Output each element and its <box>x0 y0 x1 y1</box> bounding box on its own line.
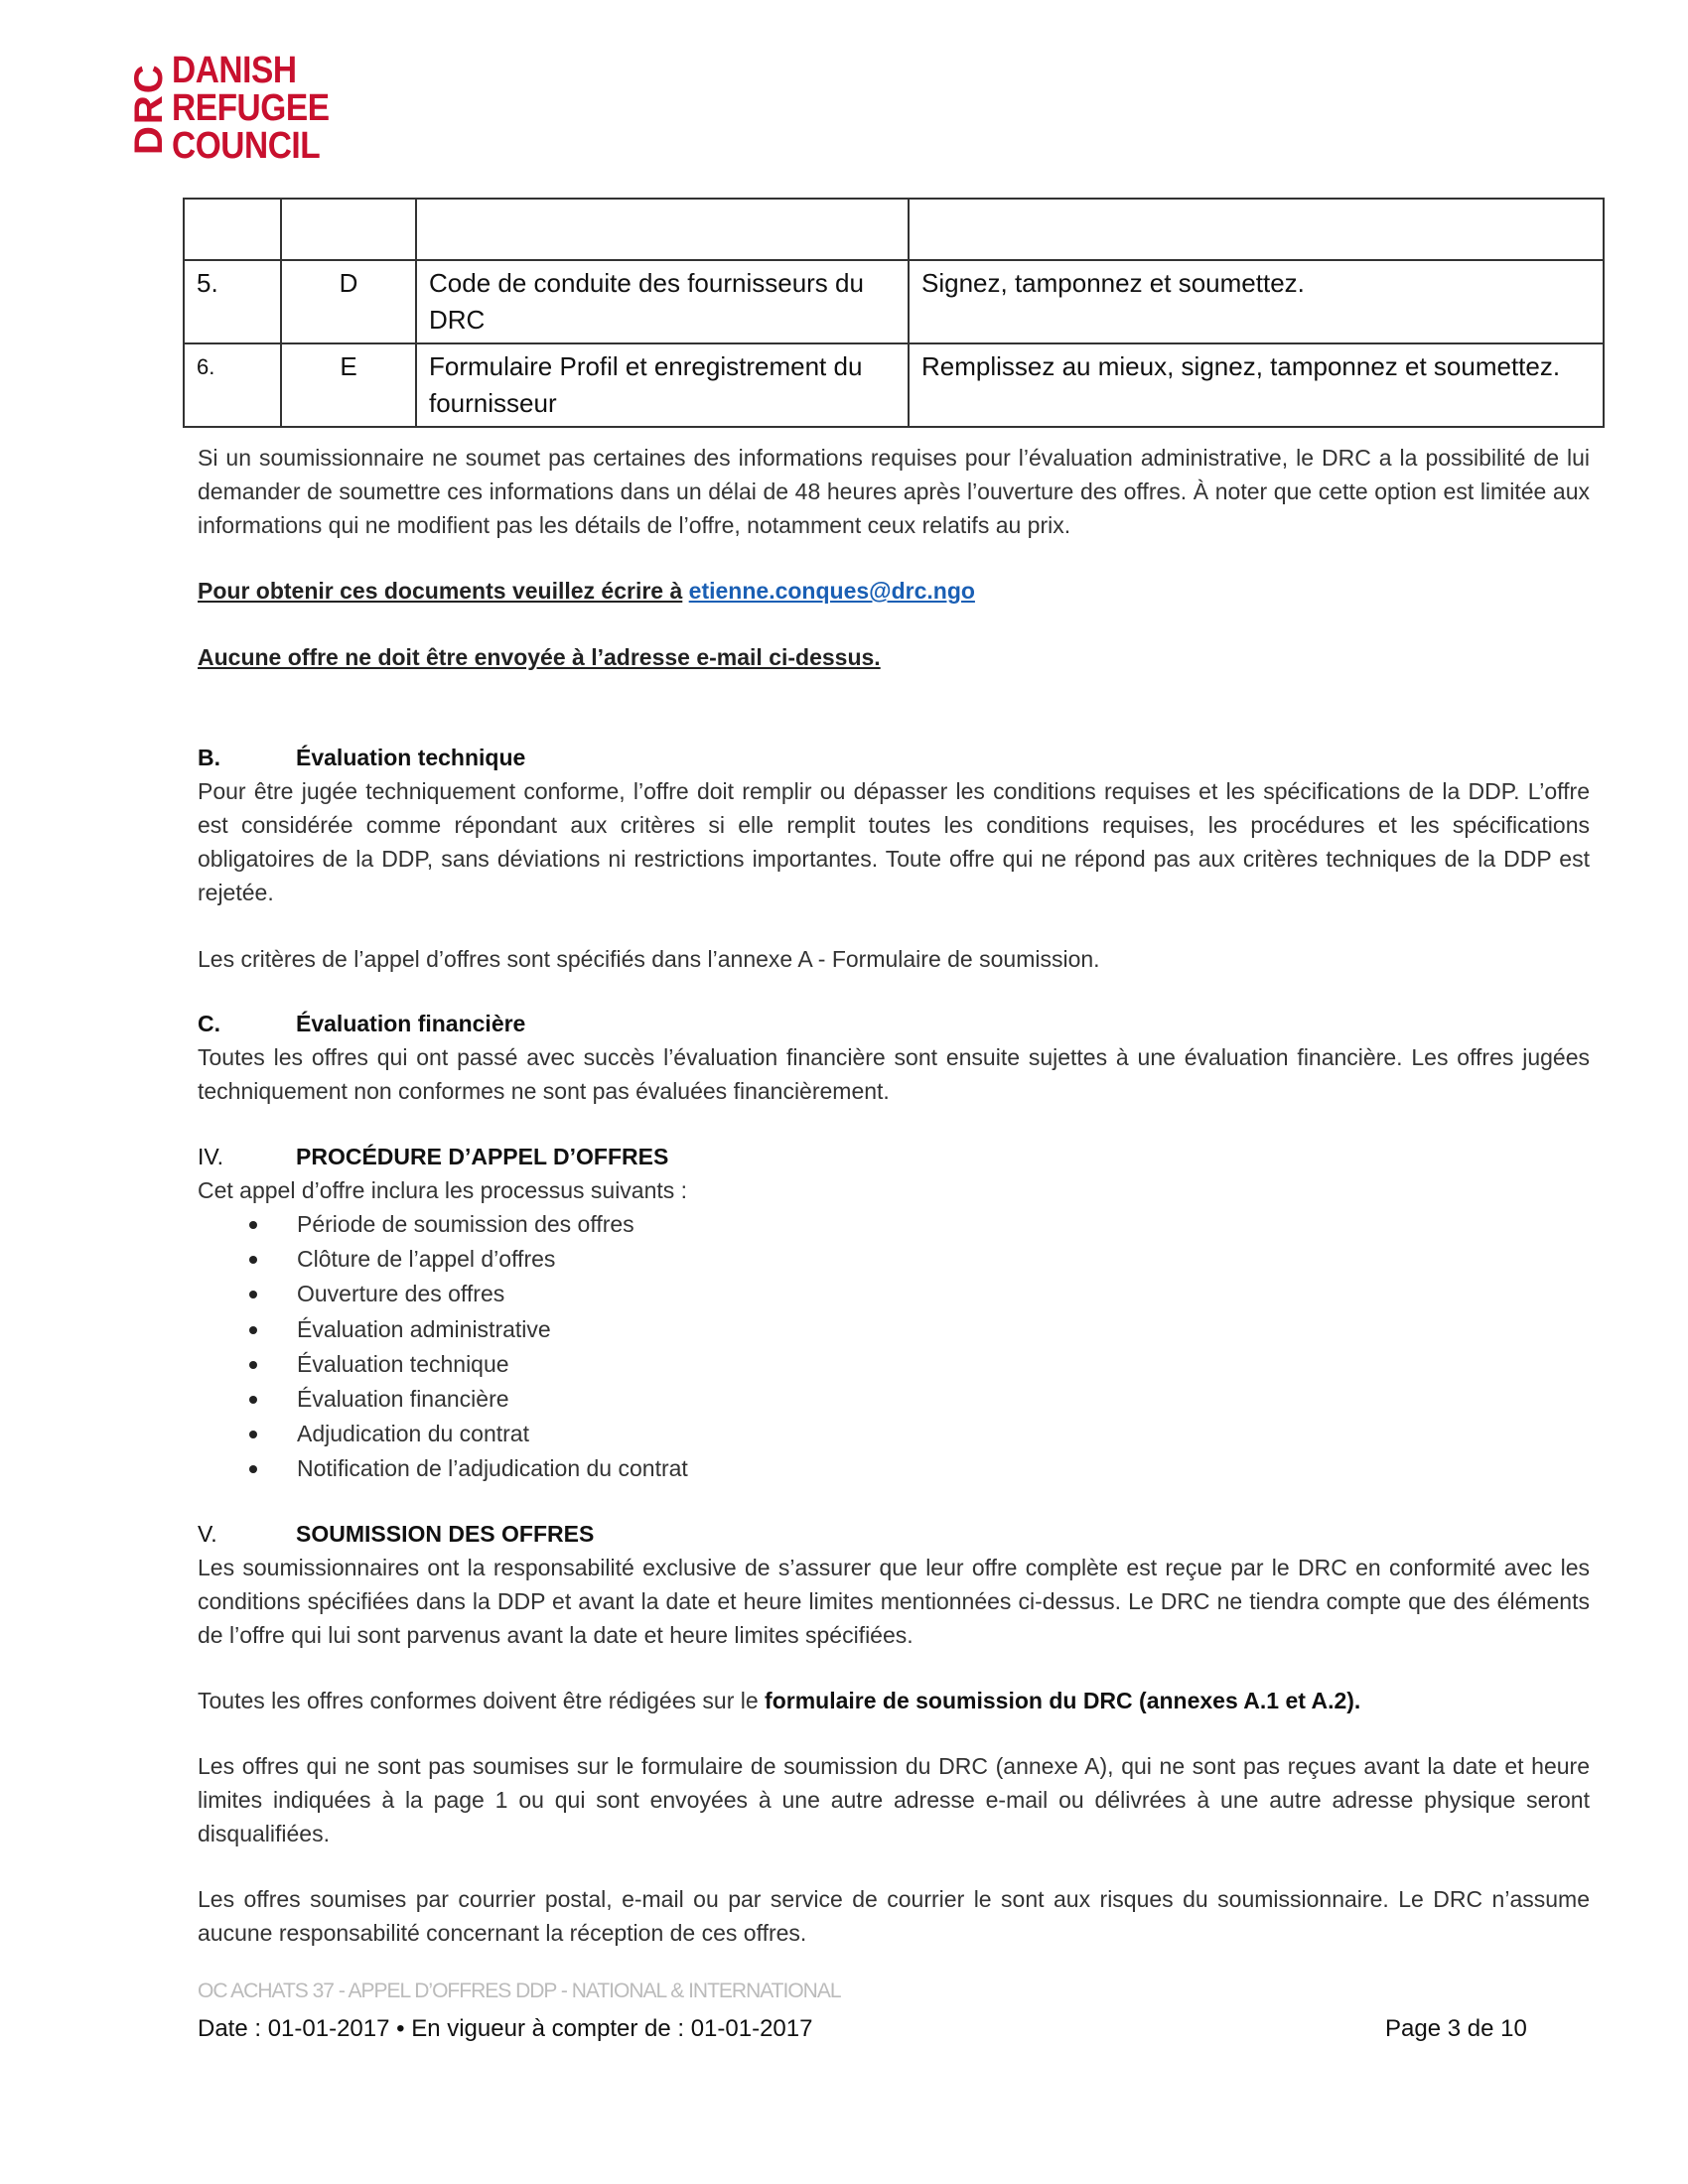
section-number: B. <box>198 745 220 770</box>
no-offer-warning: Aucune offre ne doit être envoyée à l’adresse e-mail ci-dessus. <box>198 644 881 670</box>
contact-email-link[interactable]: etienne.conques@drc.ngo <box>688 578 975 604</box>
section-b-body: Pour être jugée techniquement conforme, l’offre doit remplir ou dépasser les conditions requises et les spécifications de la DDP. L’offre est considérée comme répondant aux critères si elle remplit toutes les conditions requises, les procédures et les spécifications obligatoires de la DDP, sans déviations ni restrictions importantes. Toute offre qui ne répond pas aux critères techniques de la DDP est rejetée. <box>198 778 1590 905</box>
obtain-docs-text: Pour obtenir ces documents veuillez écrire à <box>198 578 683 604</box>
row-number: 5. <box>184 260 281 343</box>
list-item: Notification de l’adjudication du contrat <box>198 1451 1590 1486</box>
list-item: Évaluation financière <box>198 1382 1590 1417</box>
table-row <box>184 199 1604 260</box>
section-b <box>198 741 1590 976</box>
section-title: SOUMISSION DES OFFRES <box>296 1521 595 1547</box>
section-title: PROCÉDURE D’APPEL D’OFFRES <box>296 1144 669 1169</box>
section-c-body: Toutes les offres qui ont passé avec succès l’évaluation financière sont ensuite sujettes à une évaluation financière. Les offres jugées techniquement non conformes ne sont pas évaluées financièrement. <box>198 1044 1590 1104</box>
process-steps-list <box>198 1207 1590 1487</box>
list-item: Période de soumission des offres <box>198 1207 1590 1242</box>
admin-note: Si un soumissionnaire ne soumet pas certaines des informations requises pour l’évaluation administrative, le DRC a la possibilité de lui demander de soumettre ces informations dans un délai de 48 heures après l’ouverture des offres. À noter que cette option est limitée aux informations qui ne modifient pas les détails de l’offre, notamment ceux relatifs au prix. <box>198 445 1590 538</box>
row-letter: E <box>281 343 416 427</box>
row-document: Formulaire Profil et enregistrement du fournisseur <box>416 343 909 427</box>
row-document: Code de conduite des fournisseurs du DRC <box>416 260 909 343</box>
list-item: Ouverture des offres <box>198 1277 1590 1311</box>
section-c-heading <box>198 1007 1590 1040</box>
list-item: Évaluation administrative <box>198 1312 1590 1347</box>
row-action: Remplissez au mieux, signez, tamponnez et soumettez. <box>909 343 1604 427</box>
list-item: Évaluation technique <box>198 1347 1590 1382</box>
table-row <box>184 260 1604 343</box>
section-v-p3: Les offres qui ne sont pas soumises sur le formulaire de soumission du DRC (annexe A), qui ne sont pas reçues avant la date et heure limites indiquées à la page 1 ou qui sont envoyées à une autre adresse e-mail ou délivrées à une autre adresse physique seront disqualifiées. <box>198 1753 1590 1846</box>
list-item: Adjudication du contrat <box>198 1417 1590 1451</box>
list-item: Clôture de l’appel d’offres <box>198 1242 1590 1277</box>
section-iv-intro: Cet appel d’offre inclura les processus suivants : <box>198 1177 688 1203</box>
table-row <box>184 343 1604 427</box>
page-number: Page 3 de 10 <box>1385 2015 1527 2042</box>
section-v-heading <box>198 1517 1590 1551</box>
row-letter: D <box>281 260 416 343</box>
section-v <box>198 1517 1590 1950</box>
section-number: V. <box>198 1521 217 1547</box>
logo-line-2: REFUGEE <box>172 87 330 129</box>
section-title: Évaluation technique <box>296 745 526 770</box>
section-b-heading <box>198 741 1590 774</box>
section-iv <box>198 1140 1590 1487</box>
row-action: Signez, tamponnez et soumettez. <box>909 260 1604 343</box>
section-c <box>198 1007 1590 1108</box>
section-title: Évaluation financière <box>296 1011 526 1036</box>
obtain-docs-line <box>198 574 1590 608</box>
row-number: 6. <box>184 343 281 427</box>
section-b-criteria: Les critères de l’appel d’offres sont spécifiés dans l’annexe A - Formulaire de soumission. <box>198 946 1100 972</box>
footer-doc-code: OC ACHATS 37 - APPEL D’OFFRES DDP - NATIONAL & INTERNATIONAL <box>198 1979 841 2002</box>
logo-wordmark <box>172 52 351 165</box>
section-v-p2: Toutes les offres conformes doivent être rédigées sur le formulaire de soumission du DRC (annexes A.1 et A.2). <box>198 1688 1361 1713</box>
section-iv-heading <box>198 1140 1590 1173</box>
drc-logo <box>127 50 331 167</box>
section-v-p4: Les offres soumises par courrier postal, e-mail ou par service de courrier le sont aux risques du soumissionnaire. Le DRC n’assume aucune responsabilité concernant la réception de ces offres. <box>198 1886 1590 1946</box>
section-number: IV. <box>198 1144 224 1169</box>
section-v-p1: Les soumissionnaires ont la responsabilité exclusive de s’assurer que leur offre complète est reçue par le DRC en conformité avec les conditions spécifiées dans la DDP et avant la date et heure limites mentionnées ci-dessus. Le DRC ne tiendra compte que des éléments de l’offre qui lui sont parvenus avant la date et heure limites spécifiées. <box>198 1555 1590 1648</box>
logo-line-3: COUNCIL <box>172 125 321 167</box>
logo-line-1: DANISH <box>172 50 297 91</box>
documents-table <box>183 198 1605 428</box>
section-number: C. <box>198 1011 220 1036</box>
footer-date: Date : 01-01-2017 • En vigueur à compter de : 01-01-2017 <box>198 2015 813 2042</box>
logo-mark: DRC <box>127 63 171 156</box>
